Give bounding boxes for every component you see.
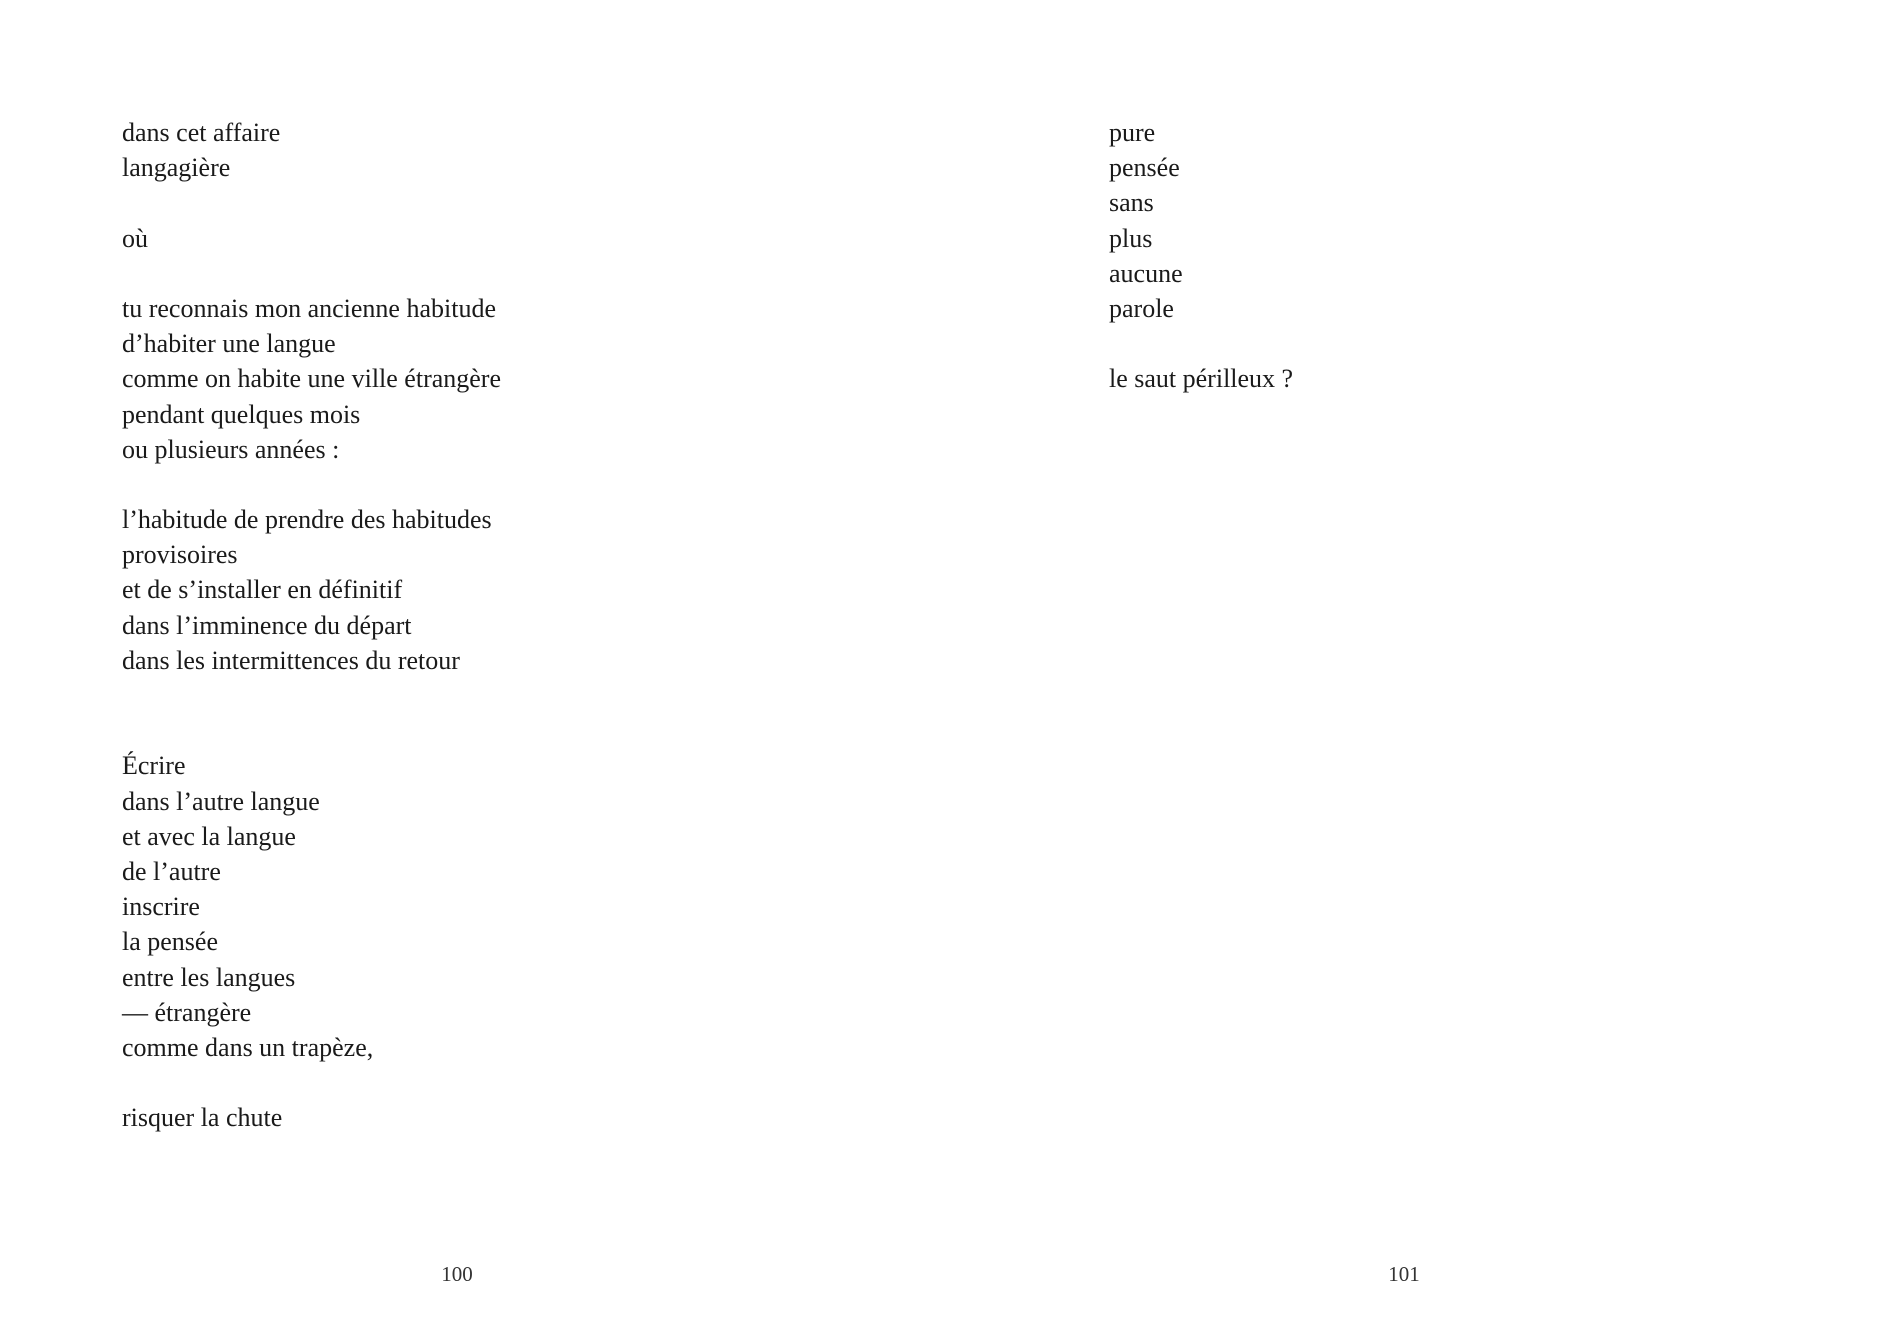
- text-line: ou plusieurs années :: [122, 434, 340, 464]
- blank-line: [122, 1065, 501, 1100]
- text-line: pure: [1109, 118, 1156, 147]
- text-line: tu reconnais mon ancienne habitude: [122, 293, 496, 323]
- text-line: pendant quelques mois: [122, 399, 361, 429]
- text-line: et avec la langue: [122, 821, 296, 851]
- text-line: de l’autre: [122, 856, 221, 886]
- page-number-left: 100: [441, 1262, 473, 1286]
- text-line: comme on habite une ville étrangère: [122, 364, 502, 394]
- text-line: où: [122, 223, 148, 253]
- text-line: la pensée: [122, 927, 219, 957]
- text-line: dans l’imminence du départ: [122, 610, 412, 640]
- text-line: entre les langues: [122, 962, 296, 992]
- poem-text-right: [1109, 115, 1293, 397]
- text-line: pensée: [1109, 153, 1180, 183]
- blank-line: [122, 185, 501, 220]
- page-number-right: 101: [1388, 1262, 1420, 1286]
- text-line: langagière: [122, 153, 231, 183]
- text-line: d’habiter une langue: [122, 329, 336, 359]
- blank-line: [122, 678, 501, 713]
- text-line: sans: [1109, 188, 1154, 218]
- text-line: risquer la chute: [122, 1103, 283, 1133]
- blank-line: [122, 256, 501, 291]
- blank-line: [1109, 326, 1293, 361]
- text-line: comme dans un trapèze,: [122, 1032, 374, 1062]
- text-line: dans l’autre langue: [122, 786, 320, 816]
- text-line: plus: [1109, 223, 1153, 253]
- poem-text-left: [122, 115, 501, 1135]
- blank-line: [122, 467, 501, 502]
- text-line: parole: [1109, 293, 1174, 323]
- text-line: dans les intermittences du retour: [122, 645, 460, 675]
- text-line: Écrire: [122, 751, 186, 781]
- blank-line: [122, 713, 501, 748]
- text-line: l’habitude de prendre des habitudes: [122, 505, 492, 535]
- text-line: dans cet affaire: [122, 118, 281, 147]
- right-page: [945, 0, 1890, 1339]
- text-line: aucune: [1109, 258, 1183, 288]
- text-line: et de s’installer en définitif: [122, 575, 403, 605]
- text-line: le saut périlleux ?: [1109, 364, 1294, 394]
- text-line: inscrire: [122, 892, 200, 922]
- text-line: provisoires: [122, 540, 238, 570]
- text-line: — étrangère: [122, 997, 252, 1027]
